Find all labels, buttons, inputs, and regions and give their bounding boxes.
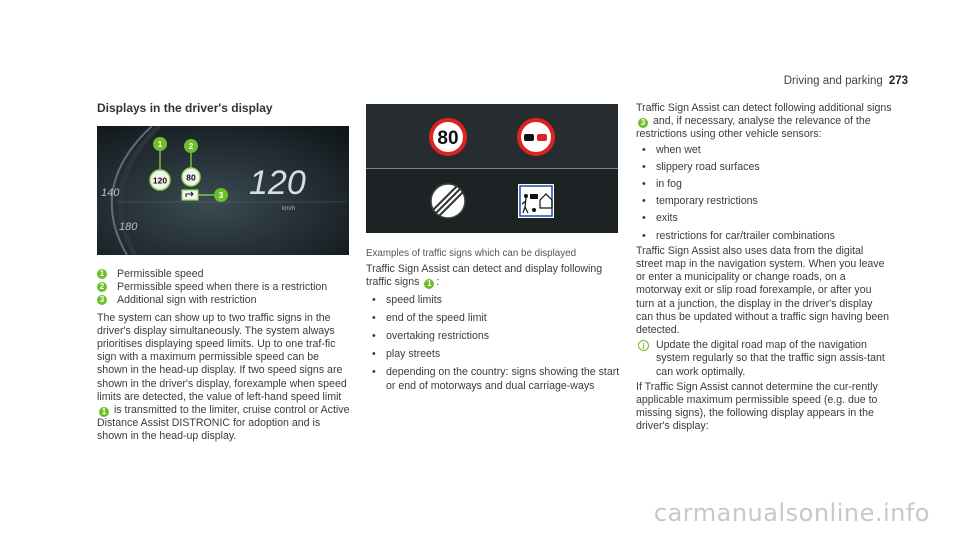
additional-sign	[182, 190, 198, 200]
list-item: • speed limits	[366, 294, 624, 307]
page-number: 273	[888, 75, 908, 87]
legend-badge: 3	[97, 295, 107, 305]
body-paragraph: Traffic Sign Assist also uses data from the digital street map in the navigation system. When you leave or enter a municipality or change roads, on a motorway exit or slip road forexample, or after you turn at a junction, the display in the driver's display can thus be updated without a traffic sign having been detected.	[636, 244, 890, 337]
legend-badge: 2	[97, 282, 107, 292]
legend-text: Permissible speed when there is a restriction	[117, 281, 328, 294]
list-item: • temporary restrictions	[636, 195, 892, 208]
list-item: • overtaking restrictions	[366, 330, 624, 343]
middle-column	[366, 247, 624, 393]
legend-item	[97, 294, 352, 307]
traffic-signs-image	[366, 104, 618, 233]
section-title: Driving and parking	[783, 75, 883, 87]
section-heading: Displays in the driver's display	[97, 101, 273, 115]
image-caption: Examples of traffic signs which can be displayed	[366, 248, 577, 259]
body-paragraph	[97, 312, 352, 444]
right-column	[636, 102, 892, 434]
paragraph-text: The system can show up to two traffic signs in the driver's display simultaneously. The system always prioritises displaying speed limits. Up to one traf-fic sign with a maximum permissible speed can be shown in the head-up display. If two speed signs are shown in the driver's display, forexample when speed limits are detected, the value of left-hand speed limit	[97, 311, 347, 403]
list-item: • exits	[636, 212, 892, 225]
callout-1-label: 1	[157, 140, 163, 149]
conditions-list	[636, 144, 892, 243]
paragraph-text: :	[436, 276, 440, 289]
speed-limit-80-label: 80	[437, 128, 459, 149]
inline-badge: 1	[424, 279, 434, 289]
drivers-display-image	[97, 126, 349, 255]
speed-unit: km/h	[282, 206, 296, 212]
inline-badge: 1	[99, 407, 109, 417]
paragraph-text: and, if necessary, analyse the relevance of the restrictions using other vehicle sensors:	[636, 115, 871, 141]
body-paragraph: If Traffic Sign Assist cannot determine the cur-rently applicable maximum permissible speed (e.g. due to missing signs), the following display appears in the driver's display:	[636, 380, 878, 433]
paragraph-text: Traffic Sign Assist can detect following additional signs	[636, 102, 892, 114]
paragraph-text: is transmitted to the limiter, cruise control or Active Distance Assist DISTRONIC for adoption and is shown in the head-up display.	[97, 404, 350, 443]
sign-types-list	[366, 294, 624, 393]
info-note	[636, 339, 892, 379]
list-item: • end of the speed limit	[366, 312, 624, 325]
list-item: • restrictions for car/trailer combinations	[636, 230, 892, 243]
legend-item	[97, 281, 352, 294]
callout-3-label: 3	[218, 191, 224, 200]
inline-badge: 3	[638, 118, 648, 128]
list-item: • in fog	[636, 178, 892, 191]
current-speed: 120	[249, 164, 306, 202]
list-item: • play streets	[366, 348, 624, 361]
watermark: carmanualsonline.info	[653, 499, 930, 527]
callout-2-label: 2	[188, 142, 194, 151]
tick-140: 140	[101, 187, 120, 199]
speed-sign-120-label: 120	[152, 175, 168, 186]
speed-sign-80-label: 80	[186, 172, 196, 183]
legend-badge: 1	[97, 269, 107, 279]
intro-paragraph	[366, 263, 624, 289]
list-item: • slippery road surfaces	[636, 161, 892, 174]
paragraph-text: Traffic Sign Assist can detect and display following traffic signs	[366, 263, 603, 289]
list-item: • depending on the country: signs showing the start or end of motorways and dual carriage-ways	[366, 366, 624, 392]
body-paragraph	[636, 102, 892, 142]
note-text: Update the digital road map of the navigation system regularly so that the traffic sign assis-tant can work optimally.	[656, 339, 885, 378]
legend-text: Permissible speed	[117, 268, 204, 280]
tick-180: 180	[119, 221, 138, 233]
left-column	[97, 268, 352, 444]
legend-text: Additional sign with restriction	[117, 294, 257, 307]
legend-item	[97, 268, 352, 281]
list-item: • when wet	[636, 144, 892, 157]
page-header	[784, 75, 908, 87]
info-icon: i	[638, 340, 649, 351]
